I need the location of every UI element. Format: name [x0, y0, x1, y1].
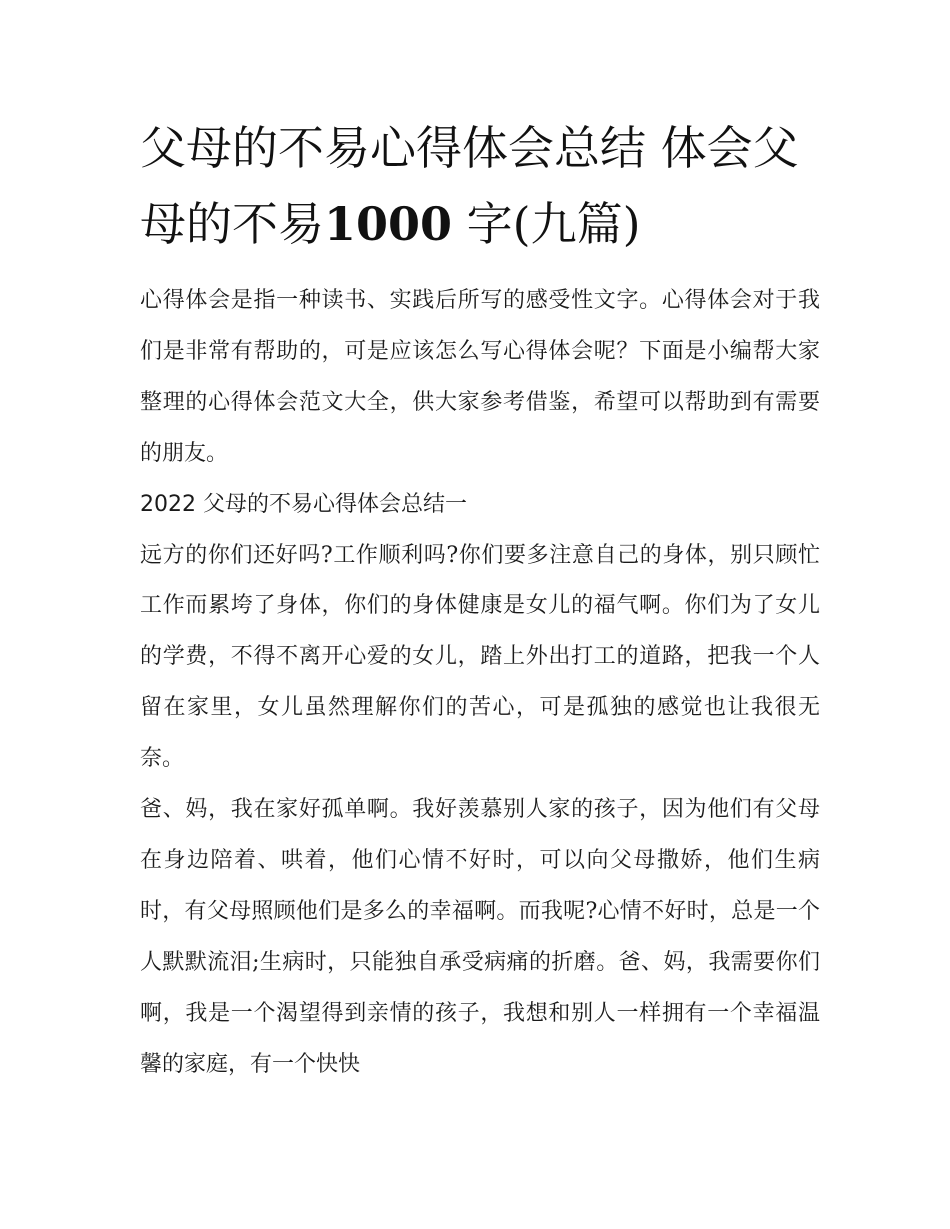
body-paragraph-2: 爸、妈，我在家好孤单啊。我好羡慕别人家的孩子，因为他们有父母在身边陪着、哄着，他们心情不好时，可以向父母撒娇，他们生病时，有父母照顾他们是多么的幸福啊。而我呢?心情不好时，总是一个人默默流泪;生病时，只能独自承受病痛的折磨。爸、妈，我需要你们啊，我是一个渴望得到亲情的孩子，我想和别人一样拥有一个幸福温馨的家庭，有一个快快	[140, 797, 820, 1077]
title-suffix: 字(九篇)	[452, 197, 641, 251]
title-number: 1000	[324, 197, 453, 251]
body-paragraph-1: 远方的你们还好吗?工作顺利吗?你们要多注意自己的身体，别只顾忙工作而累垮了身体，你们的身体健康是女儿的福气啊。你们为了女儿的学费，不得不离开心爱的女儿，踏上外出打工的道路，把我一个人留在家里，女儿虽然理解你们的苦心，可是孤独的感觉也让我很无奈。	[140, 542, 820, 772]
intro-paragraph: 心得体会是指一种读书、实践后所写的感受性文字。心得体会对于我们是非常有帮助的，可是应该怎么写心得体会呢？下面是小编帮大家整理的心得体会范文大全，供大家参考借鉴，希望可以帮助到有需要的朋友。	[140, 288, 820, 466]
document-title	[140, 110, 820, 262]
section-heading: 2022 父母的不易心得体会总结一	[140, 491, 467, 517]
document-body	[140, 276, 820, 1091]
title-text: 父母的不易心得体会总结 体会父母的不易	[140, 121, 799, 251]
